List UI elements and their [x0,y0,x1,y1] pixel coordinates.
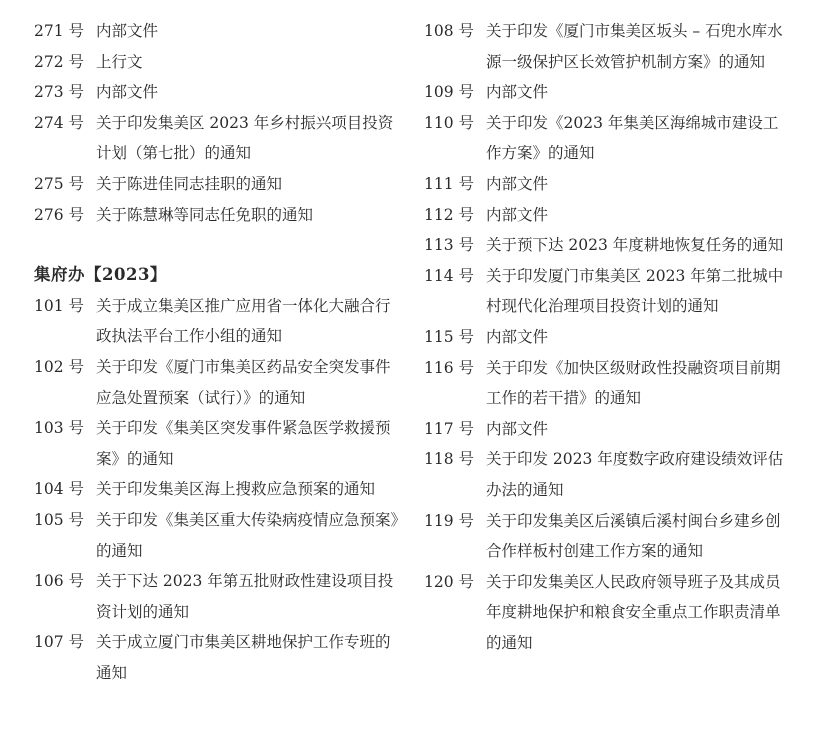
document-number: 106 号 [34,572,85,591]
document-number: 272 号 [34,52,85,71]
document-number: 110 号 [424,113,475,132]
document-title: 关于印发集美区海上搜救应急预案的通知 [96,480,376,499]
document-title: 内部文件 [96,22,159,40]
document-entry [34,505,404,566]
document-entry [34,16,404,47]
document-entry [424,200,788,231]
document-entry [34,77,404,108]
document-entry [424,567,788,659]
document-title: 关于陈慧琳等同志任免职的通知 [96,205,314,224]
document-title: 关于预下达 2023 年度耕地恢复任务的通知 [486,236,784,255]
document-number: 273 号 [34,83,85,102]
document-title: 关于印发《集美区重大传染病疫情应急预案》的通知 [96,510,399,560]
document-number: 113 号 [424,236,475,255]
document-entry [34,169,404,200]
document-entry [424,16,788,77]
document-title: 关于陈进佳同志挂职的通知 [96,174,283,193]
document-entry [424,414,788,445]
document-number: 108 号 [424,22,475,40]
document-entry [424,77,788,108]
document-entry [424,444,788,505]
right-column [424,16,788,658]
document-number: 116 号 [424,358,475,377]
document-number: 102 号 [34,357,85,376]
document-title: 内部文件 [486,327,549,346]
document-number: 119 号 [424,511,475,530]
document-entry [424,108,788,169]
document-number: 118 号 [424,450,475,469]
document-title: 内部文件 [486,83,549,102]
document-entry [34,566,404,627]
document-entry [34,108,404,169]
document-title: 关于成立集美区推广应用省一体化大融合行政执法平台工作小组的通知 [96,296,391,346]
document-number: 101 号 [34,296,85,315]
document-number: 120 号 [424,572,475,591]
document-entry [34,627,404,688]
document-number: 117 号 [424,419,475,438]
document-entry [424,506,788,567]
document-title: 上行文 [96,52,143,71]
document-number: 275 号 [34,174,85,193]
document-entry [34,352,404,413]
document-title: 关于印发《加快区级财政性投融资项目前期工作的若干措》的通知 [486,358,781,408]
document-title: 内部文件 [486,174,549,193]
document-list-top [34,16,404,230]
document-title: 关于印发集美区人民政府领导班子及其成员年度耕地保护和粮食安全重点工作职责清单的通知 [486,572,781,652]
document-title: 关于印发厦门市集美区 2023 年第二批城中村现代化治理项目投资计划的通知 [486,266,784,316]
document-number: 274 号 [34,113,85,132]
document-entry [34,47,404,78]
document-number: 107 号 [34,633,85,652]
document-number: 104 号 [34,480,85,499]
document-title: 关于印发 2023 年度数字政府建设绩效评估办法的通知 [486,450,784,499]
section-heading: 集府办【2023】 [34,265,167,285]
document-number: 276 号 [34,205,85,224]
document-number: 114 号 [424,266,475,285]
document-entry [424,322,788,353]
document-title: 内部文件 [486,205,549,224]
document-entry [424,261,788,322]
document-entry [424,169,788,200]
document-title: 关于印发《集美区突发事件紧急医学救援预案》的通知 [96,419,391,468]
document-number: 115 号 [424,327,475,346]
document-number: 112 号 [424,205,475,224]
document-title: 关于印发《2023 年集美区海绵城市建设工作方案》的通知 [486,113,779,163]
document-title: 关于印发《厦门市集美区药品安全突发事件应急处置预案（试行）》的通知 [96,357,391,407]
document-number: 111 号 [424,174,475,193]
document-entry [34,413,404,474]
document-number: 109 号 [424,83,475,102]
document-title: 关于印发集美区后溪镇后溪村闽台乡建乡创合作样板村创建工作方案的通知 [486,511,781,561]
document-entry [424,353,788,414]
document-number: 103 号 [34,419,85,438]
document-title: 内部文件 [96,83,159,102]
document-number: 271 号 [34,22,85,40]
document-list-right [424,16,788,658]
document-title: 关于成立厦门市集美区耕地保护工作专班的通知 [96,633,391,682]
document-list-bottom [34,291,404,689]
document-entry [34,200,404,231]
document-entry [424,230,788,261]
left-column [34,16,404,688]
document-number: 105 号 [34,510,85,529]
document-title: 关于印发集美区 2023 年乡村振兴项目投资计划（第七批）的通知 [96,113,394,163]
document-entry [34,291,404,352]
document-title: 关于下达 2023 年第五批财政性建设项目投资计划的通知 [96,572,394,621]
document-title: 内部文件 [486,419,549,438]
document-entry [34,474,404,505]
document-title: 关于印发《厦门市集美区坂头 – 石兜水库水源一级保护区长效管护机制方案》的通知 [486,22,783,71]
